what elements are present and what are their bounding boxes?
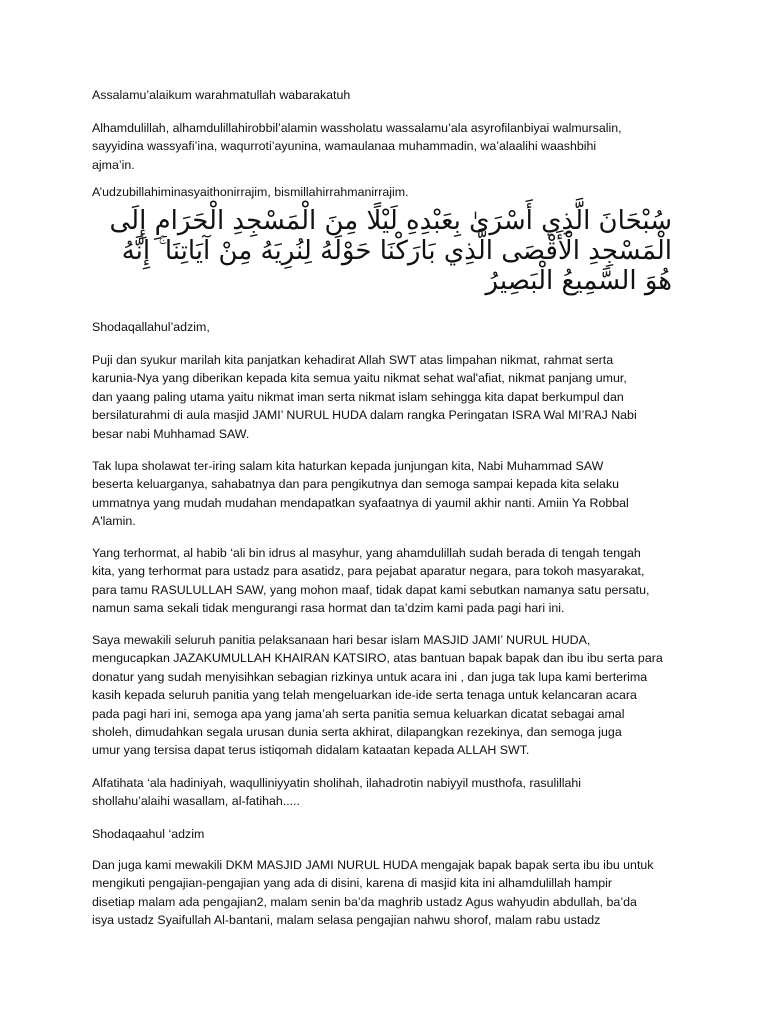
text-line: Yang terhormat, al habib ‘ali bin idrus al masyhur, yang ahamdulillah sudah berada di tengah tengah: [92, 546, 641, 560]
text-line: umur yang tersisa dapat terus istiqomah didalam kataatan kepada ALLAH SWT.: [92, 743, 530, 758]
text-line: mengikuti pengajian-pengajian yang ada di disini, karena di masjid kita ini alhamdulillah hampir: [92, 876, 613, 891]
arabic-verse: [92, 206, 672, 296]
text-line: disetiap malam ada pengajian2, malam senin ba’da maghrib ustadz Agus wahyudin abdullah, ba’da: [92, 894, 637, 909]
arabic-line: الْمَسْجِدِ الْأَقْصَى الَّذِي بَارَكْنَا حَوْلَهُ لِنُرِيَهُ مِنْ آيَاتِنَا ۚ إِنَّهُ: [121, 236, 672, 266]
text-line: isya ustadz Syaifullah Al-bantani, malam selasa pengajian nahwu shorof, malam rabu ustadz: [92, 913, 601, 928]
text-line: para tamu RASULULLAH SAW, yang mohon maaf, tidak dapat kami sebutkan namanya satu persatu,: [92, 582, 650, 597]
text-line: Alhamdulillah, alhamdulillahirobbil’alamin wassholatu wassalamu’ala asyrofilanbiyai walmursalin,: [92, 121, 622, 135]
paragraph-1: [92, 351, 682, 443]
text-line: beserta keluarganya, sahabatnya dan para pengikutnya dan semoga sampai kepada kita selaku: [92, 477, 619, 492]
text-line: A'lamin.: [92, 514, 136, 529]
text-line: donatur yang sudah menyisihkan sebagian rizkinya untuk acara ini , dan juga tak lupa kami berterima: [92, 669, 648, 684]
greeting-paragraph: [92, 86, 682, 104]
text-line: namun sama sekali tidak mengurangi rasa hormat dan ta’dzim kami pada pagi hari ini.: [92, 601, 565, 616]
text-line: shollahu’alaihi wasallam, al-fatihah.....: [92, 794, 300, 809]
text-line: dan yaang paling utama yaitu nikmat iman serta nikmat islam sehingga kita dapat berkumpul dan: [92, 389, 624, 404]
text-line: mengucapkan JAZAKUMULLAH KHAIRAN KATSIRO, atas bantuan bapak bapak dan ibu ibu serta para: [92, 651, 663, 666]
shodaqaahul-paragraph: [92, 825, 682, 843]
text-line: besar nabi Muhhamad SAW.: [92, 426, 250, 441]
paragraph-5: [92, 774, 682, 811]
arabic-line: سُبْحَانَ الَّذِي أَسْرَىٰ بِعَبْدِهِ لَيْلًا مِنَ الْمَسْجِدِ الْحَرَامِ إِلَى: [109, 206, 672, 236]
text-line: Shodaqallahul’adzim,: [92, 320, 210, 334]
shodaqallah-paragraph: [92, 318, 682, 336]
paragraph-4: [92, 631, 682, 760]
text-line: ajma’in.: [92, 157, 135, 172]
text-line: sayyidina wassyafi’ina, waqurroti’ayunina, wamaulanaa muhammadin, wa’alaalihi waashbihi: [92, 139, 597, 154]
text-line: kasih kepada seluruh panitia yang telah mengeluarkan ide-ide serta tenaga untuk kelancaran acara: [92, 688, 637, 703]
text-line: karunia-Nya yang diberikan kepada kita semua yaitu nikmat sehat wal'afiat, nikmat panjang umur,: [92, 371, 627, 386]
taawudz-paragraph: [92, 183, 682, 201]
opening-paragraph: [92, 119, 682, 174]
text-line: Dan juga kami mewakili DKM MASJID JAMI NURUL HUDA mengajak bapak bapak serta ibu ibu untuk: [92, 858, 654, 872]
paragraph-6: [92, 856, 682, 930]
paragraph-3: [92, 544, 682, 618]
text-line: sholeh, dimudahkan segala urusan dunia serta akhirat, dilapangkan rezekinya, dan semoga juga: [92, 725, 622, 740]
text-line: Puji dan syukur marilah kita panjatkan kehadirat Allah SWT atas limpahan nikmat, rahmat serta: [92, 353, 614, 367]
text-line: Saya mewakili seluruh panitia pelaksanaan hari besar islam MASJID JAMI’ NURUL HUDA,: [92, 633, 591, 647]
text-line: Alfatihata ‘ala hadiniyah, waqulliniyyatin sholihah, ilahadrotin nabiyyil musthofa, rasulillahi: [92, 776, 582, 790]
text-line: pada pagi hari ini, semoga apa yang jama’ah serta panitia semua keluarkan dicatat sebagai amal: [92, 706, 625, 721]
text-line: ummatnya yang mudah mudahan mendapatkan syafaatnya di yaumil akhir nanti. Amiin Ya Robbal: [92, 495, 629, 510]
text-line: Assalamu’alaikum warahmatullah wabarakatuh: [92, 88, 351, 102]
text-line: bersilaturahmi di aula masjid JAMI’ NURUL HUDA dalam rangka Peringatan ISRA Wal MI’RAJ Nabi: [92, 408, 637, 423]
arabic-line: هُوَ السَّمِيعُ الْبَصِيرُ: [485, 266, 672, 296]
text-line: Shodaqaahul ‘adzim: [92, 827, 205, 841]
text-line: Tak lupa sholawat ter-iring salam kita haturkan kepada junjungan kita, Nabi Muhammad SAW: [92, 459, 604, 473]
text-line: A’udzubillahiminasyaithonirrajim, bismillahirrahmanirrajim.: [92, 185, 409, 199]
paragraph-2: [92, 457, 682, 531]
text-line: kita, yang terhormat para ustadz para asatidz, para pejabat aparatur negara, para tokoh masyarakat,: [92, 564, 645, 579]
